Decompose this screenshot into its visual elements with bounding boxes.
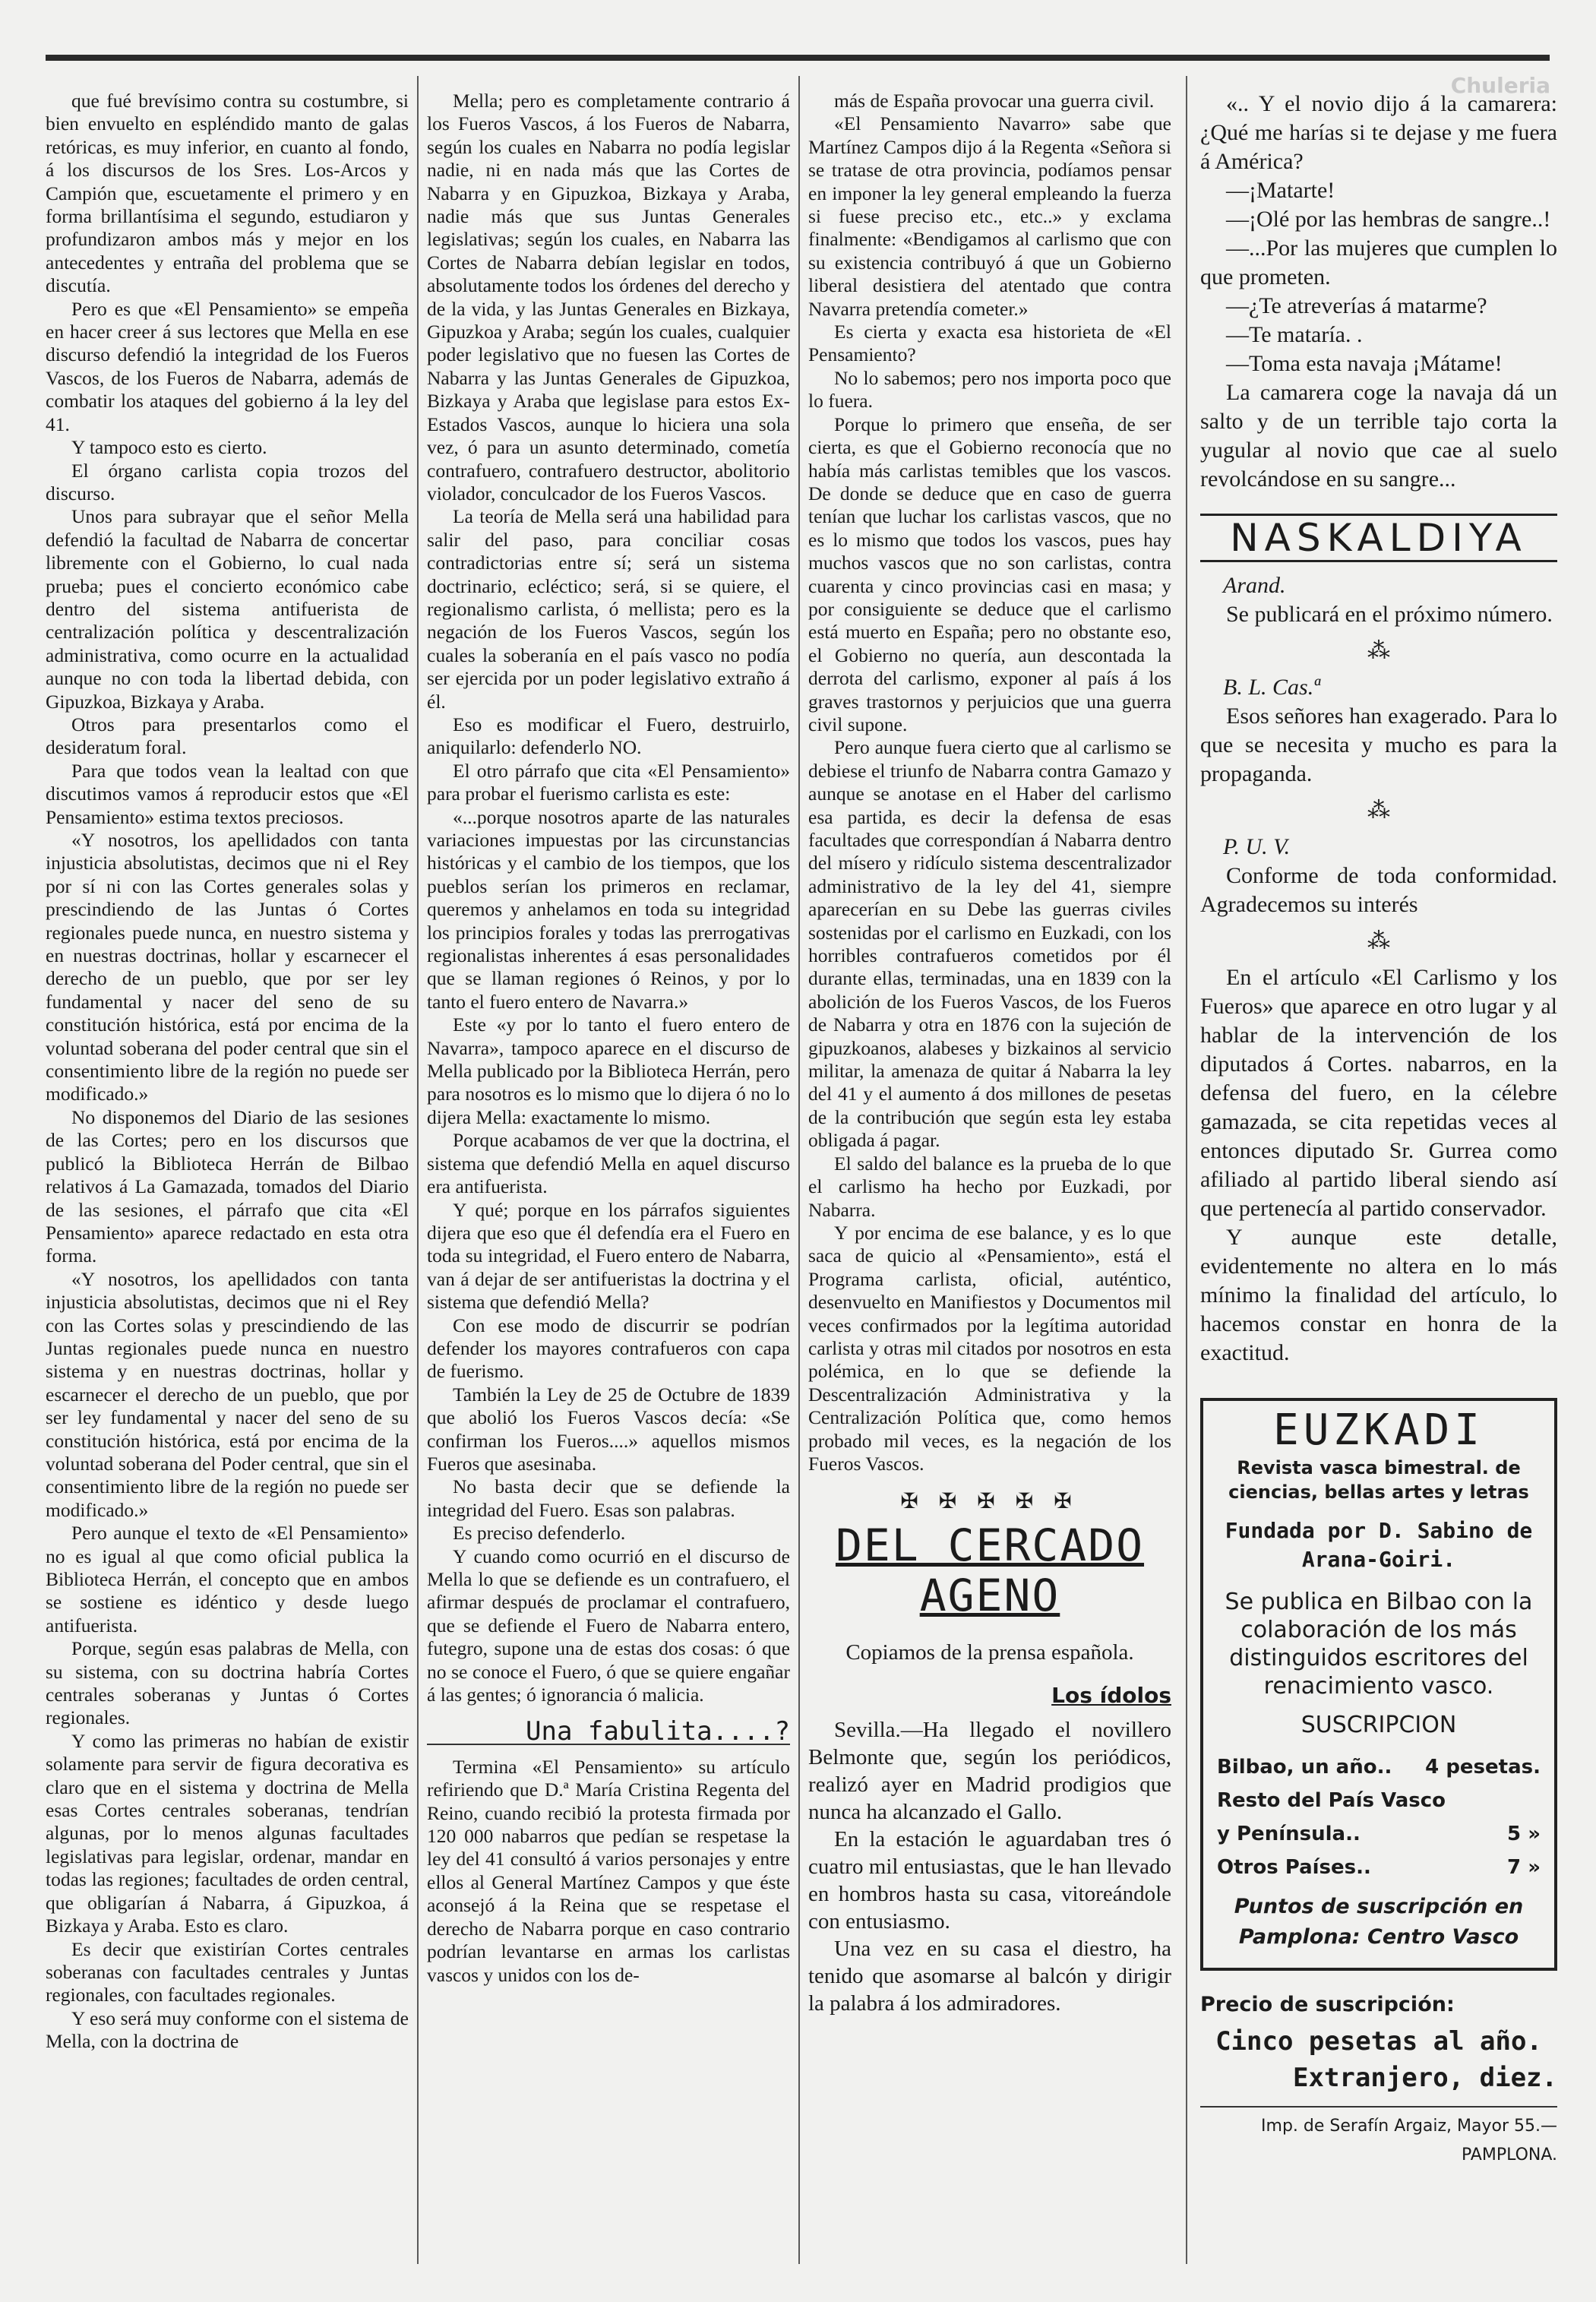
paragraph: —¡Olé por las hembras de sangre..! — [1226, 207, 1551, 232]
paragraph: También la Ley de 25 de Octubre de 1839 que abolió los Fueros Vascos decía: «Se confirman los Fueros....» aquellos mismos Fueros que asesinaba. — [427, 1383, 790, 1475]
naskaldiya-reply: Se publicará en el próximo número. — [1226, 602, 1553, 627]
price-label: Precio de suscripción: — [1200, 1993, 1455, 2016]
paragraph: Es preciso defenderlo. — [453, 1522, 626, 1545]
running-head: Chuleria — [1450, 73, 1550, 98]
paragraph: No lo sabemos; pero nos importa poco que lo fuera. — [808, 366, 1171, 413]
asterism-icon: ⁂ — [1367, 638, 1390, 663]
paragraph: Pero es que «El Pensamiento» se empeña en hacer creer á sus lectores que Mella en ese discurso defendió la integridad de los Fueros Vascos, de los Fueros de Nabarra, además de combatir los ataques del gobierno á la ley del 41. — [46, 297, 409, 435]
price-foreign: Extranjero, diez. — [1293, 2063, 1557, 2093]
paragraph: Una vez en su casa el diestro, ha tenido que asomarse al balcón y dirigir la palabra á los admiradores. — [808, 1937, 1171, 2016]
subscription-row — [1217, 1784, 1541, 1817]
asterism-icon: ⁂ — [1367, 928, 1390, 953]
ad-points: Puntos de suscripción en Pamplona: Centro Vasco — [1234, 1895, 1524, 1949]
paragraph: Sevilla.—Ha llegado el novillero Belmonte que, según los periódicos, realizó ayer en Madrid prodigios que nunca ha alcanzado el Gallo. — [808, 1718, 1171, 1825]
column-divider — [417, 76, 419, 2264]
top-rule — [46, 55, 1550, 61]
paragraph: Y cuando como ocurrió en el discurso de Mella lo que se defiende es un contrafuero, el afirmar después de proclamar el contrafuero, que se defiende el Fuero de Nabarra entero, futegro, supone una de estas dos cosas: ó que no se conoce el Fuero, ó que se quiere engañar á las gentes; ó ignorancia ó malicia. — [427, 1545, 790, 1706]
paragraph: El órgano carlista copia trozos del discurso. — [46, 459, 409, 504]
section-title-cercado: DEL CERCADO AGENO — [835, 1519, 1145, 1621]
paragraph: Pero aunque el texto de «El Pensamiento» no es igual al que como oficial publica la Biblioteca Herrán, el concepto que en ambos se sostiene es idéntico y desde luego antifuerista. — [46, 1522, 409, 1636]
section-lead: Copiamos de la prensa española. — [845, 1640, 1134, 1665]
paragraph: Porque lo primero que enseña, de ser cierta, es que el Gobierno reconocía que no había más carlistas temibles que los vascos. De donde se deduce que en caso de guerra tenían que luchar los carlistas vascos, que no es lo mismo que todos los vascos, pues hay muchos vascos que no son carlistas, contra cuarenta y cinco provincias casi en masa; y por consiguiente se deduce que el carlismo está muerto en España; pero no obstante eso, el Gobierno no quería, aun descontada la derrota del carlismo, exponer al país á los graves trastornos y perjuicios que una guerra civil supone. — [808, 413, 1171, 735]
ad-title: EUZKADI — [1272, 1406, 1484, 1455]
paragraph: Es cierta y exacta esa historieta de «El Pensamiento? — [808, 321, 1171, 366]
ad-founder: Fundada por D. Sabino de Arana-Goiri. — [1225, 1518, 1533, 1572]
naskaldiya-addressee: B. L. Cas.ª — [1223, 675, 1320, 700]
naskaldiya-note: En el artículo «El Carlismo y los Fueros» que aparece en otro lugar y al hablar de la intervención de los diputados á Cortes. nabarros, en la defensa del fuero, en la célebre gamazada, se cita repetidas veces al entonces diputado Sr. Gurrea como afiliado al partido liberal siendo así que pertenecía al partido conservador. — [1200, 965, 1557, 1221]
paragraph: «.. Y el novio dijo á la camarera: ¿Qué me harías si te dejase y me fuera á América? — [1200, 91, 1557, 174]
naskaldiya-addressee: P. U. V. — [1223, 834, 1291, 859]
paragraph: Y eso será muy conforme con el sistema de Mella, con la doctrina de — [46, 2006, 409, 2053]
paragraph: Y como las primeras no habían de existir solamente para servir de figura decorativa es claro que en el sistema y doctrina de Mella esas Cortes centrales soberanas, tendrían algunas, por lo menos algunas facultades legislativas para legislar, ordenar, mandar en todas las regiones; facultades de orden central, que obligarían á Nabarra, á Gipuzkoa, á Bizkaya y Araba. Esto es claro. — [46, 1729, 409, 1937]
paragraph: —Toma esta navaja ¡Mátame! — [1226, 351, 1503, 376]
paragraph: Otros para presentarlos como el desideratum foral. — [46, 713, 409, 759]
paragraph: «Y nosotros, los apellidados con tanta injusticia absolutistas, decimos que ni el Rey por sí ni con las Cortes generales solas y prescindiendo de las Juntas ó Cortes regionales puede nunca, en nuestro sistema y en nuestras doctrinas, hollar y escarnecer el derecho de un pueblo, que por ser ley fundamental y nacer del seno de su constitución histórica, está por encima de la voluntad soberana del poder central que sin el consentimiento libre de la región no puede ser modificado.» — [46, 829, 409, 1105]
column-divider — [798, 76, 800, 2264]
subscription-label: Bilbao, un año.. — [1217, 1756, 1392, 1779]
subscription-row — [1217, 1851, 1541, 1884]
paragraph: Termina «El Pensamiento» su artículo refiriendo que D.ª María Cristina Regenta del Reino, cuando recibió la protesta firmada por 120 000 nabarros que pedían se respetase la ley del 41 consultó á varios personajes y entre ellos al General Martínez Campos y que éste aconsejó á la Reina que se respetase el derecho de Nabarra porque en caso contrario podrían levantarse en armas los carlistas vascos y unidos con los de- — [427, 1755, 790, 1986]
paragraph: Pero aunque fuera cierto que al carlismo se debiese el triunfo de Nabarra contra Gamazo y aunque se anotase en el Haber del carlismo esa partida, es decir la defensa de esas facultades que correspondían á Nabarra dentro del mísero y ridículo sistema descentralizador administrativo de la ley del 41, siempre aparecerían en su Debe las guerras civiles sostenidas por el carlismo en Euzkadi, con los horribles contrafueros cometidos por él durante ellas, terminadas, una en 1839 con la abolición de los Fueros Vascos, de los Fueros de Nabarra y otra en 1876 con la sujeción de gipuzkoanos, alabeses y bizkainos al servicio militar, la amenaza de quitar á Nabarra la ley del 41 y el aumento á dos millones de pesetas de la contribución que según esta ley estaba obligada á pagar. — [808, 736, 1171, 1152]
paragraph: —...Por las mujeres que cumplen lo que prometen. — [1200, 236, 1557, 289]
section-title-fabulita: Una fabulita....? — [427, 1720, 790, 1744]
paragraph: La camarera coge la navaja dá un salto y de un terrible tajo corta la yugular al novio que cae al suelo revolcándose en su sangre... — [1200, 380, 1557, 492]
paragraph: —¡Matarte! — [1226, 178, 1335, 203]
paragraph: Y por encima de ese balance, y es lo que saca de quicio al «Pensamiento», está el Programa carlista, oficial, auténtico, desenvuelto en Manifiestos y Documentos mil veces confirmados por la legítima autoridad carlista y otras mil citados por nosotros en esta polémica, en lo que se defiende la Descentralización Administrativa y la Centralización Política que, como hemos probado mil veces, es la negación de los Fueros Vascos. — [808, 1221, 1171, 1475]
subscription-row — [1217, 1817, 1541, 1851]
paragraph: Este «y por lo tanto el fuero entero de Navarra», tampoco aparece en el discurso de Mella publicado por la Biblioteca Herrán, pero para nosotros es lo mismo que lo dijera ó no lo dijera Mella: exactamente lo mismo. — [427, 1013, 790, 1128]
imprint: Imp. de Serafín Argaiz, Mayor 55.—PAMPLONA. — [1200, 2106, 1557, 2170]
paragraph: «El Pensamiento Navarro» sabe que Martínez Campos dijo á la Regenta «Señora si se tratase de otra provincia, podíamos pensar en imponer la ley general empleando la fuerza si fuese preciso etc., etc..» y exclama finalmente: «Bendigamos al carlismo que con su existencia contribuyó á que un Gobierno liberal desistiera del atentado que contra Navarra pretendía cometer.» — [808, 112, 1171, 320]
paragraph: —¿Te atreverías á matarme? — [1226, 293, 1487, 318]
paragraph: El otro párrafo que cita «El Pensamiento» para probar el fuerismo carlista es este: — [427, 759, 790, 805]
paragraph: «...porque nosotros aparte de las naturales variaciones impuestas por las circunstancias históricas y el cambio de los tiempos, que los pueblos serían los primeros en reclamar, queremos y anhelamos en toda su integridad los principios forales y todas las prerrogativas regionalistas inherentes á esas personalidades que se llaman regiones ó Reinos, y por lo tanto el fuero entero de Navarra.» — [427, 805, 790, 1013]
ad-subscription-title: SUSCRIPCION — [1301, 1712, 1457, 1738]
paragraph: El saldo del balance es la prueba de lo que el carlismo ha hecho por Euzkadi, por Nabarra. — [808, 1152, 1171, 1221]
subscription-label: y Península.. — [1217, 1823, 1361, 1845]
paragraph: «Y nosotros, los apellidados con tanta injusticia absolutistas, decimos que ni el Rey con las Cortes solas y prescindiendo de las Juntas regionales puede nunca en nuestro sistema y en nuestras doctrinas, hollar y escarnecer el derecho de un pueblo, que por ser ley fundamental y nacer del seno de su constitución histórica, está por encima de la voluntad soberana del Poder central, que sin el consentimiento libre de la región no puede ser modificado.» — [46, 1267, 409, 1521]
paragraph: Porque acabamos de ver que la doctrina, el sistema que defendió Mella en aquel discurso era antifuerista. — [427, 1129, 790, 1198]
paragraph: Con ese modo de discurrir se podrían defender los mayores contrafueros con capa de fuerismo. — [427, 1314, 790, 1383]
paragraph: más de España provocar una guerra civil. — [834, 90, 1155, 112]
paragraph: La teoría de Mella será una habilidad para salir del paso, para conciliar cosas contradictorias entre sí; será un sistema doctrinario, ecléctico; será, si se quiere, el regionalismo carlista, ó mellista; pero es la negación de los Fueros Vascos, según los cuales la soberanía en el país vasco no podía ser ejercida por un poder legislativo extraño á él. — [427, 505, 790, 713]
paragraph: que fué brevísimo contra su costumbre, si bien envuelto en espléndido manto de galas retóricas, es muy inferior, en cuanto al fondo, á los discursos de los Sres. Los-Arcos y Campión que, escuetamente el primero y en forma brillantísima el segundo, estudiaron y profundizaron ambos más y mejor en los antecedentes y entraña del problema que se discutía. — [46, 90, 409, 297]
paragraph: Y tampoco esto es cierto. — [71, 436, 267, 459]
subscription-label: Resto del País Vasco — [1217, 1789, 1446, 1812]
ornament-divider: ✠ ✠ ✠ ✠ ✠ — [900, 1490, 1079, 1514]
asterism-icon: ⁂ — [1367, 798, 1390, 823]
subscription-label: Otros Países.. — [1217, 1856, 1371, 1879]
paragraph: En la estación le aguardaban tres ó cuatro mil entusiastas, que le han llevado en hombros hasta su casa, vitoreándole con entusiasmo. — [808, 1827, 1171, 1934]
paragraph: No basta decir que se defiende la integridad del Fuero. Esas son palabras. — [427, 1475, 790, 1521]
paragraph: —Te mataría. . — [1226, 322, 1363, 347]
subscription-price: 4 pesetas. — [1425, 1756, 1541, 1779]
paragraph: Para que todos vean la lealtad con que discutimos vamos á reproducir estos que «El Pensamiento» estima textos preciosos. — [46, 759, 409, 828]
paragraph: No disponemos del Diario de las sesiones de las Cortes; pero en los discursos que publicó la Biblioteca Herrán de Bilbao relativos á La Gamazada, tomados del Diario de las sesiones, el párrafo que cita «El Pensamiento» aparece redactado en esta otra forma. — [46, 1105, 409, 1267]
subscription-row — [1217, 1750, 1541, 1784]
column-2 — [427, 90, 790, 2278]
subhead-idolos: Los ídolos — [1051, 1682, 1171, 1708]
column-1 — [46, 90, 409, 2278]
paragraph: Eso es modificar el Fuero, destruirlo, aniquilarlo: defenderlo NO. — [427, 713, 790, 759]
naskaldiya-reply: Conforme de toda conformidad. Agradecemos su interés — [1200, 863, 1557, 917]
ad-subtitle: Revista vasca bimestral. de ciencias, bellas artes y letras — [1228, 1457, 1529, 1503]
naskaldiya-note-2: Y aunque este detalle, evidentemente no altera en lo más mínimo la finalidad del artículo, lo hacemos constar en honra de la exactitud. — [1200, 1225, 1557, 1365]
ad-text: Se publica en Bilbao con la colaboración de los más distinguidos escritores del renacimiento vasco. — [1225, 1589, 1533, 1700]
naskaldiya-addressee: Arand. — [1223, 573, 1286, 598]
column-4 — [1200, 90, 1557, 2278]
paragraph: Mella; pero es completamente contrario á los Fueros Vascos, á los Fueros de Nabarra, según los cuales en Nabarra no podía legislar nadie, ni en nada más que las Cortes de Nabarra y en Gipuzkoa, Bizkaya y Araba, nadie más que sus Juntas Generales legislativas; según los cuales, en Nabarra las Cortes de Nabarra debían legislar en todos, absolutamente todos los órdenes del derecho y de la vida, y las Juntas Generales en Bizkaya, Gipuzkoa y Araba; según los cuales, cualquier poder legislativo que no fuesen las Cortes de Nabarra y las Juntas Generales de Gipuzkoa, Bizkaya y Araba que legislase para estos Ex-Estados Vascos, aunque lo hiciera una sola vez, ó para un asunto determinado, cometía contrafuero, contrafuero destructor, abolitorio violador, conculcador de los Fueros Vascos. — [427, 90, 790, 504]
naskaldiya-reply: Esos señores han exagerado. Para lo que se necesita y mucho es para la propaganda. — [1200, 704, 1557, 786]
paragraph: Porque, según esas palabras de Mella, con su sistema, con su doctrina habría Cortes centrales soberanas y Juntas ó Cortes regionales. — [46, 1637, 409, 1729]
euzkadi-ad — [1200, 1398, 1557, 1971]
paragraph: Es decir que existirían Cortes centrales soberanas con facultades centrales y Juntas regionales, con facultades regionales. — [46, 1937, 409, 2006]
column-divider — [1186, 76, 1187, 2264]
subscription-price: 5 » — [1507, 1823, 1541, 1845]
subscription-price: 7 » — [1507, 1856, 1541, 1879]
column-3 — [808, 90, 1171, 2278]
naskaldiya-header — [1200, 514, 1557, 562]
naskaldiya-title: NASKALDIYA — [1230, 516, 1528, 560]
price-value: Cinco pesetas al año. — [1215, 2026, 1542, 2057]
paragraph: Y qué; porque en los párrafos siguientes dijera que eso que él defendía era el Fuero en toda su integridad, el Fuero entero de Nabarra, van á dejar de ser antifueristas la doctrina y el sistema que defendió Mella? — [427, 1198, 790, 1314]
paragraph: Unos para subrayar que el señor Mella defendió la facultad de Nabarra de concertar libremente con el Gobierno, lo cual nada prueba; pues el concierto económico cabe dentro del sistema antifuerista de centralización política y descentralización administrativa, como ocurre en la actualidad aunque no con toda la libertad debida, con Gipuzkoa, Bizkaya y Araba. — [46, 505, 409, 713]
